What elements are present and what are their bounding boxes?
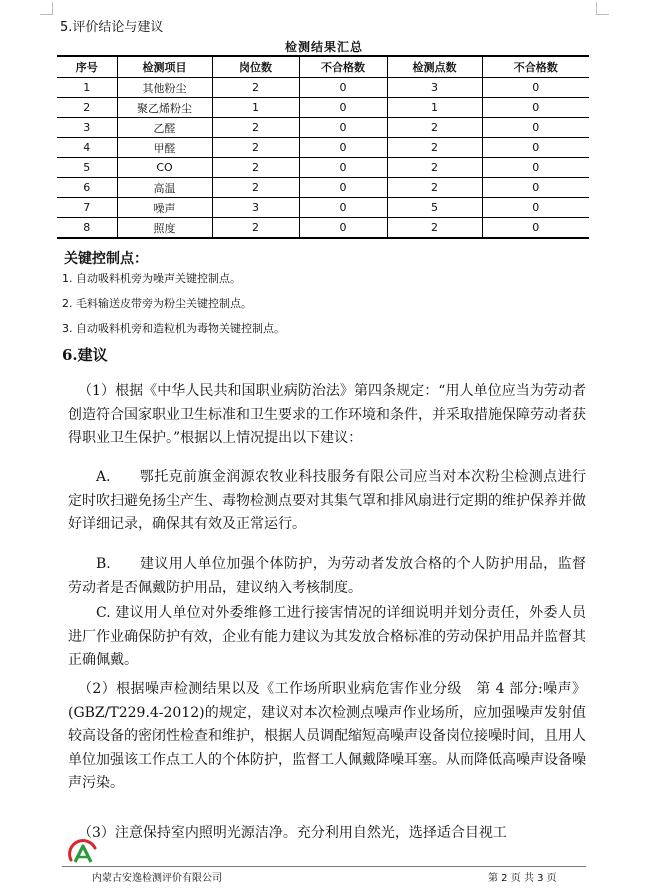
- cell-post-fail: 0: [299, 138, 387, 158]
- table-row: [57, 138, 589, 158]
- col-header-index: 序号: [57, 56, 117, 78]
- suggestion-paragraph-3: （3）注意保持室内照明光源洁净。充分利用自然光，选择适合目视工: [78, 825, 507, 841]
- cell-post-count: 2: [212, 158, 299, 178]
- table-row: [57, 178, 589, 198]
- cell-item: 高温: [117, 178, 212, 198]
- col-header-post-fail: 不合格数: [299, 56, 387, 78]
- cell-post-fail: 0: [299, 118, 387, 138]
- col-header-post-count: 岗位数: [212, 56, 299, 78]
- footer-company: 内蒙古安逸检测评价有限公司: [92, 873, 222, 884]
- cell-point-count: 5: [387, 198, 482, 218]
- cell-point-fail: 0: [482, 118, 589, 138]
- key-control-item: 2. 毛料输送皮带旁为粉尘关键控制点。: [62, 297, 252, 310]
- cell-index: 6: [57, 178, 117, 198]
- page-corner-mark-right: [596, 2, 609, 15]
- cell-index: 7: [57, 198, 117, 218]
- suggestion-paragraph-1: （1）根据《中华人民共和国职业病防治法》第四条规定：“用人单位应当为劳动者创造符合国家职业卫生标准和卫生要求的工作环境和条件，并采取措施保障劳动者获得职业卫生保护。”根据以上情况提出以下建议：: [68, 383, 586, 446]
- cell-post-fail: 0: [299, 218, 387, 239]
- cell-point-count: 2: [387, 218, 482, 239]
- cell-item: 乙醛: [117, 118, 212, 138]
- cell-post-count: 2: [212, 218, 299, 239]
- cell-point-count: 2: [387, 158, 482, 178]
- cell-post-fail: 0: [299, 78, 387, 98]
- cell-post-count: 2: [212, 78, 299, 98]
- cell-point-count: 2: [387, 138, 482, 158]
- table-caption: 检测结果汇总: [284, 40, 363, 54]
- cell-index: 8: [57, 218, 117, 239]
- table-row: [57, 118, 589, 138]
- cell-point-fail: 0: [482, 198, 589, 218]
- cell-item: 噪声: [117, 198, 212, 218]
- table-row: [57, 198, 589, 218]
- cell-point-fail: 0: [482, 218, 589, 239]
- cell-point-count: 2: [387, 118, 482, 138]
- cell-point-count: 3: [387, 78, 482, 98]
- cell-post-fail: 0: [299, 178, 387, 198]
- section-5-title: 5.评价结论与建议: [60, 20, 164, 35]
- section-6-title: 6.建议: [62, 346, 108, 364]
- cell-index: 2: [57, 98, 117, 118]
- cell-index: 1: [57, 78, 117, 98]
- cell-post-count: 2: [212, 118, 299, 138]
- key-control-item: 3. 自动吸料机旁和造粒机为毒物关键控制点。: [62, 322, 285, 335]
- cell-index: 5: [57, 158, 117, 178]
- cell-post-fail: 0: [299, 158, 387, 178]
- table-header-row: [57, 56, 589, 78]
- table-row: [57, 158, 589, 178]
- cell-point-fail: 0: [482, 78, 589, 98]
- cell-post-fail: 0: [299, 198, 387, 218]
- results-summary-table: [57, 55, 589, 239]
- cell-index: 3: [57, 118, 117, 138]
- col-header-point-fail: 不合格数: [482, 56, 589, 78]
- cell-item: 甲醛: [117, 138, 212, 158]
- cell-point-count: 1: [387, 98, 482, 118]
- cell-item: CO: [117, 158, 212, 178]
- page-corner-mark-left: [40, 2, 53, 15]
- cell-post-count: 2: [212, 178, 299, 198]
- company-logo-icon: [66, 836, 100, 870]
- cell-post-count: 2: [212, 138, 299, 158]
- cell-item: 照度: [117, 218, 212, 239]
- key-control-title: 关键控制点：: [64, 251, 148, 267]
- table-row: [57, 218, 589, 239]
- table-row: [57, 78, 589, 98]
- table-row: [57, 98, 589, 118]
- cell-point-fail: 0: [482, 98, 589, 118]
- footer-page-number: 第 2 页 共 3 页: [488, 873, 557, 884]
- suggestion-item-b: B. 建议用人单位加强个体防护，为劳动者发放合格的个人防护用品，监督劳动者是否佩戴防护用品，建议纳入考核制度。: [68, 556, 586, 596]
- suggestion-item-c: C. 建议用人单位对外委维修工进行接害情况的详细说明并划分责任，外委人员进厂作业确保防护有效，企业有能力建议为其发放合格标准的劳动保护用品并监督其正确佩戴。: [68, 605, 586, 668]
- cell-point-count: 2: [387, 178, 482, 198]
- cell-index: 4: [57, 138, 117, 158]
- cell-item: 其他粉尘: [117, 78, 212, 98]
- footer-divider: [62, 866, 586, 867]
- key-control-item: 1. 自动吸料机旁为噪声关键控制点。: [62, 272, 241, 285]
- col-header-point-count: 检测点数: [387, 56, 482, 78]
- suggestion-item-a: A. 鄂托克前旗金润源农牧业科技服务有限公司应当对本次粉尘检测点进行定时吹扫避免扬尘产生、毒物检测点要对其集气罩和排风扇进行定期的维护保养并做好详细记录，确保其有效及正常运行。: [68, 469, 586, 532]
- col-header-item: 检测项目: [117, 56, 212, 78]
- cell-post-fail: 0: [299, 98, 387, 118]
- cell-item: 聚乙烯粉尘: [117, 98, 212, 118]
- cell-point-fail: 0: [482, 158, 589, 178]
- cell-point-fail: 0: [482, 138, 589, 158]
- cell-post-count: 3: [212, 198, 299, 218]
- cell-point-fail: 0: [482, 178, 589, 198]
- cell-post-count: 1: [212, 98, 299, 118]
- suggestion-paragraph-2: （2）根据噪声检测结果以及《工作场所职业病危害作业分级 第 4 部分:噪声》(GBZ/T229.4-2012)的规定，建议对本次检测点噪声作业场所，应加强噪声发射值较高设备的密闭性检查和维护，根据人员调配缩短高噪声设备岗位接噪时间，且用人单位加强该工作点工人的个体防护，监督工人佩戴降噪耳塞。从而降低高噪声设备噪声污染。: [68, 681, 586, 791]
